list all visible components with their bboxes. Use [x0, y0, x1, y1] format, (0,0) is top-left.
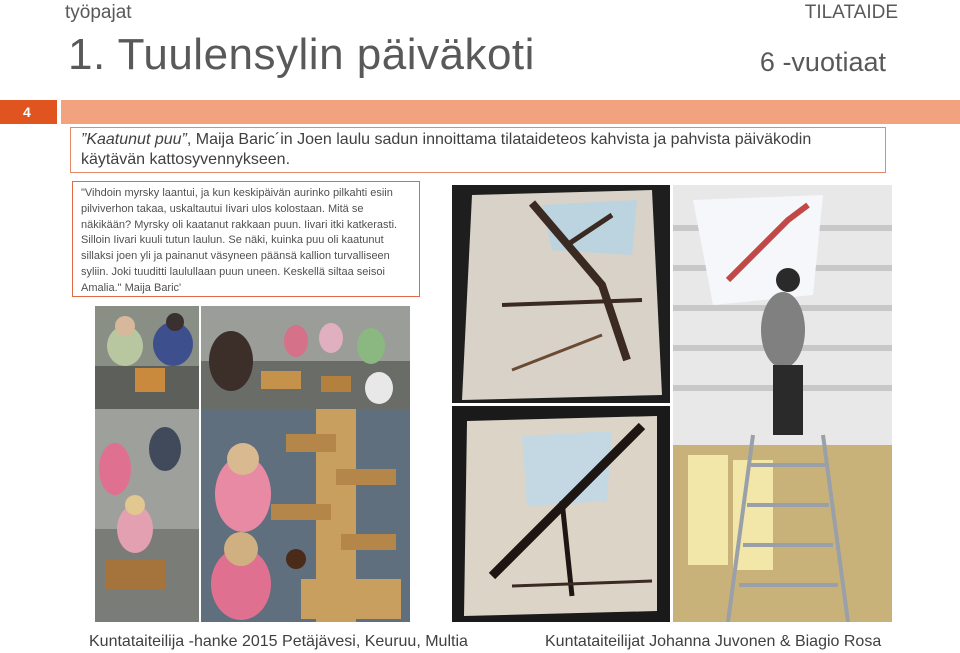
work-title: ”Kaatunut puu” [81, 131, 187, 148]
page-number-badge [0, 100, 57, 124]
section-label: työpajat [65, 2, 132, 23]
photo-tree-cardboard [201, 409, 410, 622]
page-number: 4 [23, 104, 31, 120]
age-group-label: 6 -vuotiaat [759, 47, 886, 77]
caption-text: , Maija Baric´in Joen laulu sadun innoittama tilataideteos kahvista ja pahvista päiväkodin käytävän kattosyvennykseen. [81, 131, 812, 168]
photo-ceiling-tree-1 [452, 185, 670, 403]
category-label: TILATAIDE [804, 2, 898, 23]
photo-ceiling-tree-2 [452, 406, 670, 622]
photo-children-painting-1 [95, 306, 199, 409]
header-accent-bar [61, 100, 960, 124]
footer-project: Kuntataiteilija -hanke 2015 Petäjävesi, Keuruu, Multia [89, 633, 468, 650]
footer-artists: Kuntataiteilijat Johanna Juvonen & Biagio Rosa [545, 633, 882, 650]
photo-children-painting-2 [201, 306, 410, 409]
caption-box [70, 127, 886, 173]
quote-text: "Vihdoin myrsky laantui, ja kun keskipäivän aurinko pilkahti esiin pilviverhon takaa, uskaltautui Iivari ulos kolostaan. Mitä se näkikään? Myrsky oli kaatanut rakkaan puun. Iivari itki katkerasti. Silloin Iivari kuuli tutun laulun. Se näki, kuinka puu oli kaatunut sillaksi joen yli ja painanut väsyneen päänsä kallion turvalliseen syliin. Joki tuuditti laulullaan puun uneen. Keskellä siltaa seisoi Amalia." Maija Baric' [81, 187, 398, 294]
photo-artist-on-ladder [673, 185, 892, 622]
page-title: 1. Tuulensylin päiväkoti [68, 30, 535, 79]
quote-box [72, 181, 420, 297]
photo-children-painting-3 [95, 409, 199, 622]
